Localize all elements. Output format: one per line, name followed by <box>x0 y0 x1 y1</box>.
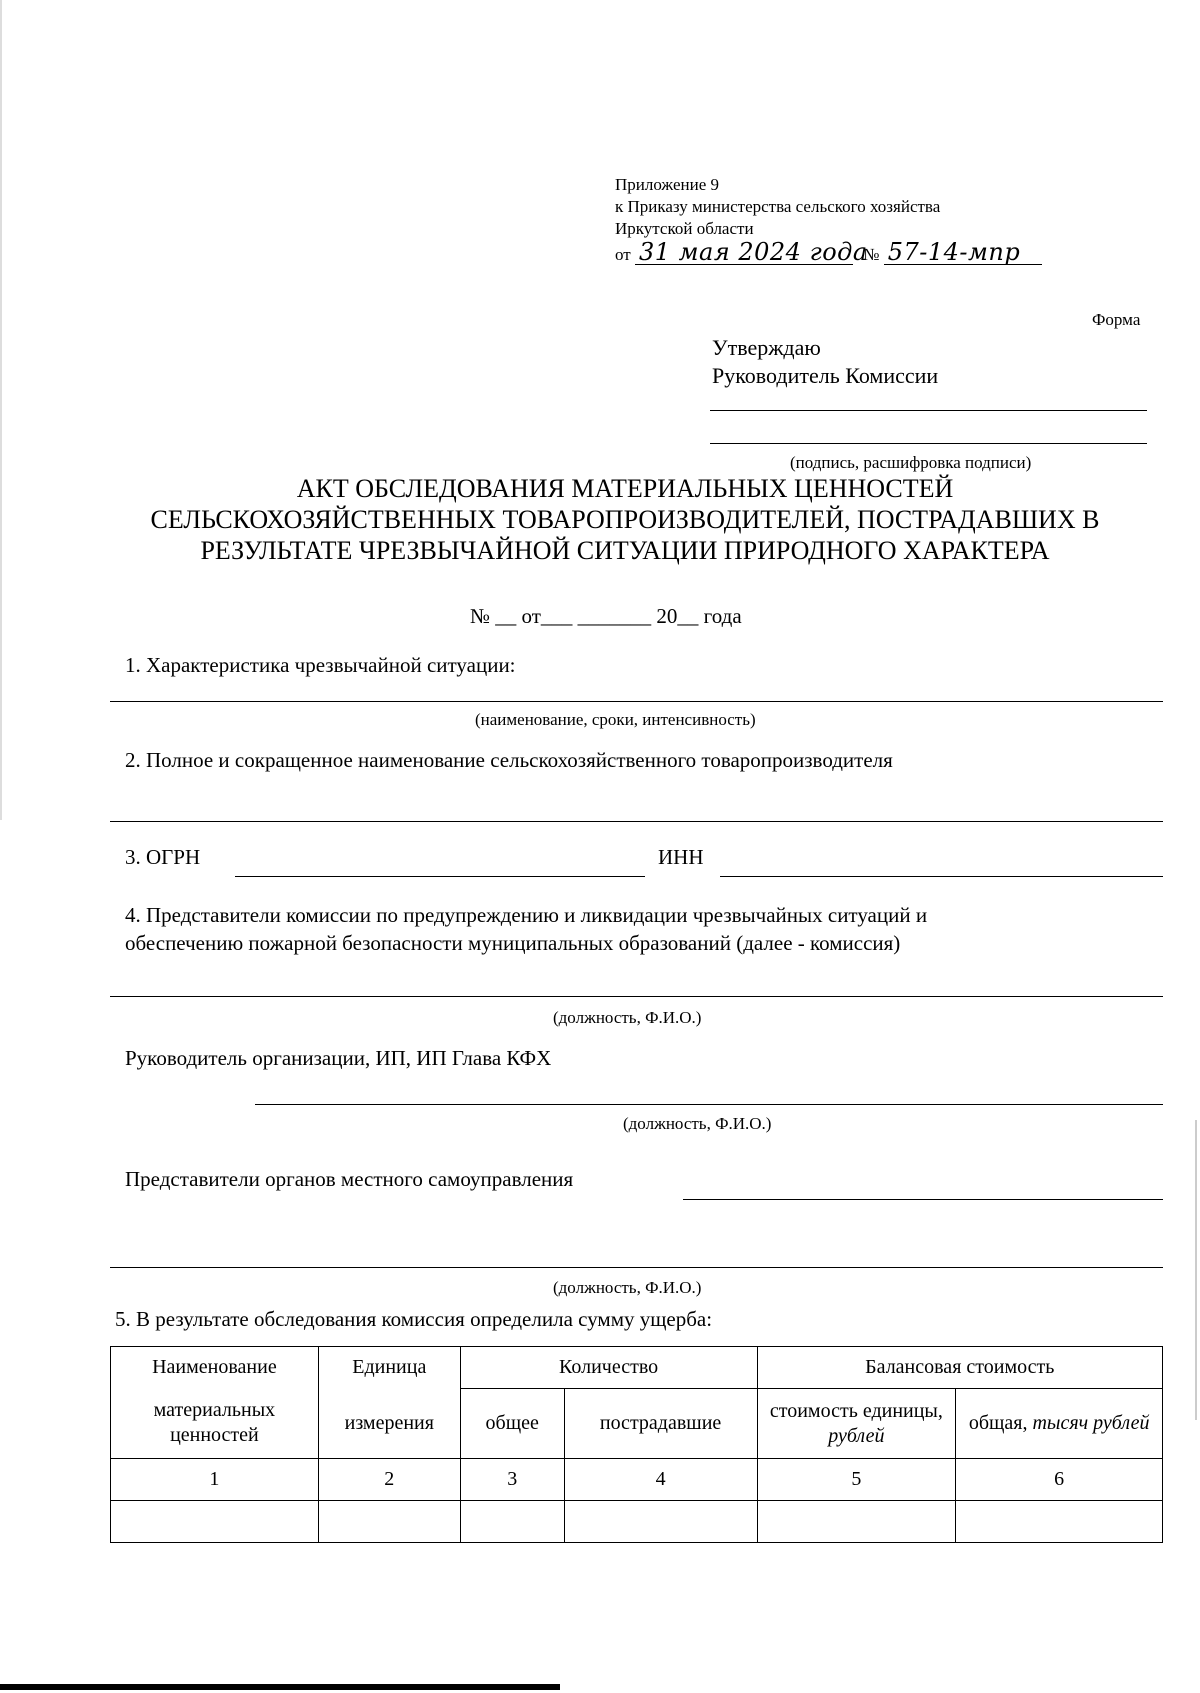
scan-edge-bottom <box>0 1684 560 1690</box>
header-unit-bottom: измерения <box>318 1389 460 1459</box>
approval-block <box>712 334 938 390</box>
unit-cost-currency: рублей <box>828 1424 885 1447</box>
approval-signature-line-2[interactable] <box>710 443 1147 444</box>
table-row <box>111 1501 1163 1543</box>
head-org-caption: (должность, Ф.И.О.) <box>623 1114 772 1133</box>
title-line-2: СЕЛЬСКОХОЗЯЙСТВЕННЫХ ТОВАРОПРОИЗВОДИТЕЛЕЙ, ПОСТРАДАВШИХ В <box>150 505 1100 534</box>
total-cost-text: общая, <box>968 1412 1028 1434</box>
table-header-row-2 <box>111 1389 1163 1459</box>
document-title <box>100 473 1150 566</box>
header-unit-top: Единица <box>318 1347 460 1389</box>
local-gov-fill-line-2[interactable] <box>110 1267 1163 1268</box>
empty-cell[interactable] <box>318 1501 460 1543</box>
header-quantity-affected: пострадавшие <box>564 1389 757 1459</box>
damage-table <box>110 1346 1163 1543</box>
act-number-line: № __ от___ _______ 20__ года <box>470 604 742 628</box>
section-3-inn-label: ИНН <box>658 845 704 869</box>
header-unit-cost <box>757 1389 956 1459</box>
header-balance-value: Балансовая стоимость <box>757 1347 1163 1389</box>
section-4-fill-line[interactable] <box>110 996 1163 997</box>
appendix-block <box>615 174 1065 266</box>
local-gov-label: Представители органов местного самоуправления <box>125 1167 574 1191</box>
section-5-label: 5. В результате обследования комиссия определила сумму ущерба: <box>115 1307 713 1331</box>
empty-cell[interactable] <box>460 1501 564 1543</box>
appendix-line-2: к Приказу министерства сельского хозяйства <box>615 197 941 216</box>
form-label: Форма <box>1092 310 1141 329</box>
col-number-6: 6 <box>956 1459 1163 1501</box>
empty-cell[interactable] <box>956 1501 1163 1543</box>
title-line-1: АКТ ОБСЛЕДОВАНИЯ МАТЕРИАЛЬНЫХ ЦЕННОСТЕЙ <box>296 474 954 503</box>
section-4-line-1: 4. Представители комиссии по предупреждению и ликвидации чрезвычайных ситуаций и <box>125 903 928 927</box>
section-1-label: 1. Характеристика чрезвычайной ситуации: <box>125 653 516 677</box>
ogrn-fill-line[interactable] <box>235 876 645 877</box>
section-4-caption: (должность, Ф.И.О.) <box>553 1008 702 1027</box>
head-org-fill-line[interactable] <box>255 1104 1163 1105</box>
empty-cell[interactable] <box>564 1501 757 1543</box>
unit-cost-text: стоимость единицы, <box>769 1399 943 1422</box>
appendix-line-1: Приложение 9 <box>615 175 719 194</box>
scan-edge-right <box>1195 1120 1197 1420</box>
table-number-row <box>111 1459 1163 1501</box>
section-3-ogrn-label: 3. ОГРН <box>125 845 201 869</box>
local-gov-caption: (должность, Ф.И.О.) <box>553 1278 702 1297</box>
signature-caption: (подпись, расшифровка подписи) <box>790 453 1032 472</box>
handwritten-date: 31 мая 2024 года <box>635 240 853 265</box>
handwritten-number: 57-14-мпр <box>884 240 1042 265</box>
empty-cell[interactable] <box>111 1501 319 1543</box>
section-1-fill-line[interactable] <box>110 701 1163 702</box>
date-prefix: от <box>615 245 631 264</box>
header-quantity-total: общее <box>460 1389 564 1459</box>
local-gov-fill-line-1[interactable] <box>683 1199 1163 1200</box>
header-name-bottom: материальных ценностей <box>111 1389 319 1459</box>
header-total-cost <box>956 1389 1163 1459</box>
approval-line-2: Руководитель Комиссии <box>712 363 939 388</box>
header-quantity: Количество <box>460 1347 757 1389</box>
table-header-row-1 <box>111 1347 1163 1389</box>
section-2-label: 2. Полное и сокращенное наименование сельскохозяйственного товаропроизводителя <box>125 748 893 772</box>
inn-fill-line[interactable] <box>720 876 1163 877</box>
section-1-caption: (наименование, сроки, интенсивность) <box>475 710 756 729</box>
approval-signature-line-1[interactable] <box>710 410 1147 411</box>
section-4-label <box>125 901 927 957</box>
section-4-line-2: обеспечению пожарной безопасности муниципальных образований (далее - комиссия) <box>125 931 901 955</box>
appendix-date-line <box>615 240 1065 266</box>
head-org-label: Руководитель организации, ИП, ИП Глава КФХ <box>125 1046 552 1070</box>
approval-line-1: Утверждаю <box>712 335 821 360</box>
header-name-top: Наименование <box>111 1347 319 1389</box>
col-number-3: 3 <box>460 1459 564 1501</box>
scan-edge-left <box>0 0 2 820</box>
col-number-5: 5 <box>757 1459 956 1501</box>
total-cost-currency: тысяч рублей <box>1032 1412 1150 1434</box>
title-line-3: РЕЗУЛЬТАТЕ ЧРЕЗВЫЧАЙНОЙ СИТУАЦИИ ПРИРОДНОГО ХАРАКТЕРА <box>200 536 1050 565</box>
empty-cell[interactable] <box>757 1501 956 1543</box>
col-number-2: 2 <box>318 1459 460 1501</box>
section-2-fill-line[interactable] <box>110 821 1163 822</box>
col-number-4: 4 <box>564 1459 757 1501</box>
appendix-line-3: Иркутской области <box>615 219 754 238</box>
number-prefix: № <box>863 245 880 264</box>
col-number-1: 1 <box>111 1459 319 1501</box>
